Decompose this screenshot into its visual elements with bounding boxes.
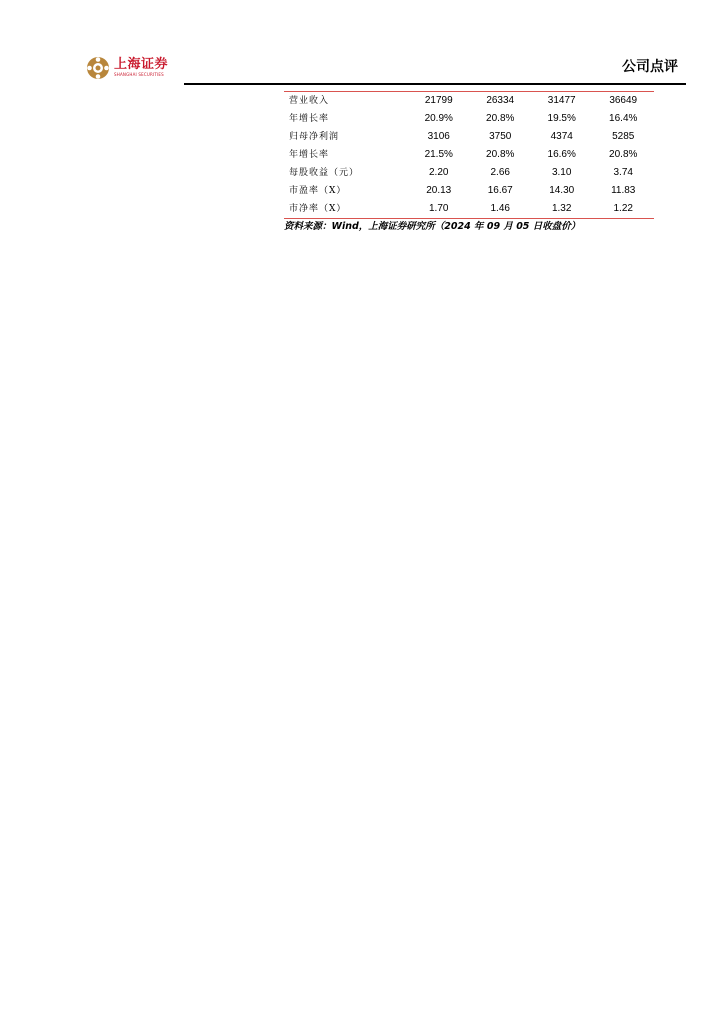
- logo-english-name: SHANGHAI SECURITIES: [114, 72, 164, 77]
- page-category-title: 公司点评: [622, 59, 678, 75]
- table-row: [284, 146, 654, 164]
- table-row: [284, 182, 654, 200]
- table-row: [284, 128, 654, 146]
- table-cell: 20.9%: [424, 113, 453, 124]
- header-divider: [184, 83, 686, 85]
- table-row: [284, 200, 654, 219]
- table-cell: 1.22: [592, 200, 654, 219]
- row-label: 年增长率: [289, 114, 330, 124]
- table-cell: 2.66: [490, 167, 510, 178]
- table-cell: 4374: [550, 131, 573, 142]
- table-cell: 5285: [612, 131, 635, 142]
- table-cell: 20.13: [426, 185, 452, 196]
- table-cell: 1.70: [408, 200, 469, 219]
- table-cell: 21.5%: [424, 149, 453, 160]
- table-cell: 21799: [408, 92, 469, 111]
- table-cell: 20.8%: [609, 149, 638, 160]
- table-cell: 16.6%: [547, 149, 576, 160]
- table-cell: 3.74: [613, 167, 633, 178]
- row-label: 归母净利润: [289, 132, 340, 142]
- table-cell: 1.32: [531, 200, 592, 219]
- table-cell: 16.4%: [609, 113, 638, 124]
- table-cell: 3.10: [551, 167, 572, 178]
- table-cell: 19.5%: [547, 113, 576, 124]
- table-cell: 20.8%: [486, 149, 515, 160]
- row-label: 市净率（X）: [284, 200, 408, 219]
- row-label: 年增长率: [289, 150, 330, 160]
- table-cell: 36649: [592, 92, 654, 111]
- table-cell: 16.67: [487, 185, 513, 196]
- row-label: 每股收益（元）: [289, 168, 360, 178]
- logo-emblem-icon: [86, 56, 110, 80]
- table-cell: 1.46: [469, 200, 530, 219]
- source-note: 资料来源：Wind，上海证券研究所（2024 年 09 月 05 日收盘价）: [284, 221, 581, 232]
- table-cell: 26334: [469, 92, 530, 111]
- table-cell: 2.20: [429, 167, 449, 178]
- row-label: 营业收入: [284, 92, 408, 111]
- company-logo: [86, 56, 168, 80]
- table-row: [284, 110, 654, 128]
- table-cell: 3750: [489, 131, 512, 142]
- table-cell: 3106: [427, 131, 450, 142]
- table-row: [284, 164, 654, 182]
- logo-chinese-name: 上海证券: [114, 57, 169, 72]
- financial-forecast-table: [284, 91, 654, 219]
- table-cell: 20.8%: [486, 113, 515, 124]
- table-row: [284, 92, 654, 111]
- table-cell: 31477: [531, 92, 592, 111]
- table-cell: 11.83: [611, 185, 636, 196]
- table-cell: 14.30: [549, 185, 575, 196]
- row-label: 市盈率（X）: [289, 186, 347, 196]
